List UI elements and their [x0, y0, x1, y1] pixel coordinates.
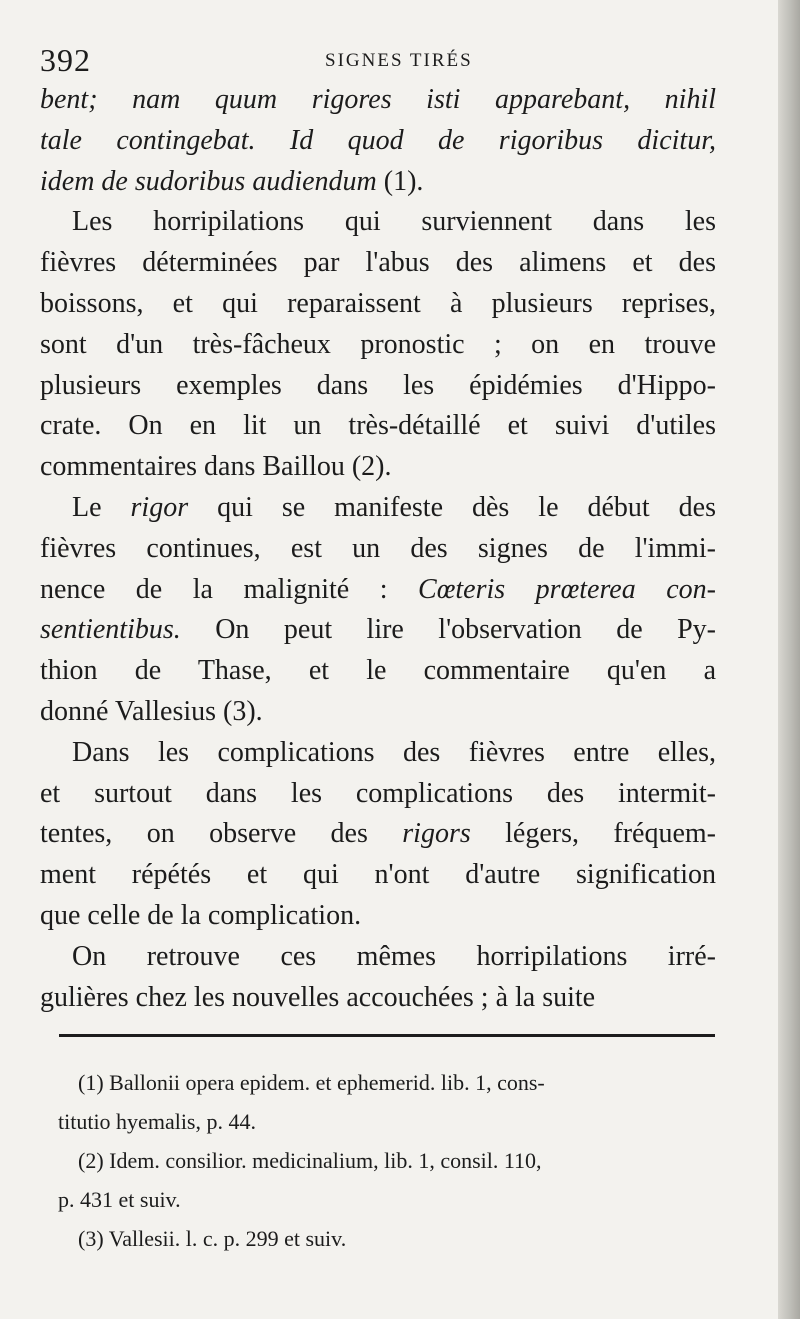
italic-text: idem de sudoribus audiendum [40, 165, 377, 197]
text-line [40, 651, 716, 692]
text-segment: crate. On en lit un très-détaillé et suivi d'utiles [40, 410, 716, 442]
text-line [40, 570, 716, 611]
text-line [40, 488, 716, 529]
italic-text: rigor [130, 491, 189, 523]
text-segment: sont d'un très-fâcheux pronostic ; on en trouve [40, 328, 716, 360]
footnotes [58, 1063, 728, 1258]
text-segment: boissons, et qui reparaissent à plusieurs reprises, [40, 287, 716, 319]
body-text [40, 80, 716, 1018]
footnote-line: titutio hyemalis, p. 44. [58, 1109, 256, 1134]
italic-text: rigors [402, 818, 471, 850]
page-edge [778, 0, 800, 1319]
text-segment: donné Vallesius (3). [40, 695, 263, 727]
text-segment: On peut lire l'observation de Py- [180, 614, 716, 646]
text-segment: plusieurs exemples dans les épidémies d'Hippo- [40, 369, 716, 401]
text-line [40, 937, 716, 978]
text-line [40, 529, 716, 570]
page-number: 392 [40, 42, 91, 78]
text-segment: commentaires dans Baillou (2). [40, 451, 392, 483]
text-line [40, 243, 716, 284]
italic-text: Cœteris prœterea con- [418, 573, 717, 605]
footnote-line: (2) Idem. consilior. medicinalium, lib. 1, consil. 110, [78, 1148, 542, 1173]
text-line [40, 733, 716, 774]
text-line [40, 855, 716, 896]
text-segment: gulières chez les nouvelles accouchées ; à la suite [40, 981, 596, 1013]
text-segment: nence de la malignité : [40, 573, 419, 605]
footnote-rule [59, 1034, 715, 1037]
italic-text: sentientibus. [40, 614, 181, 646]
italic-text: tale contingebat. Id quod de rigoribus dicitur, [40, 124, 716, 156]
text-segment: thion de Thase, et le commentaire qu'en a [40, 655, 716, 687]
paragraph [40, 80, 716, 202]
text-line [40, 325, 716, 366]
text-line [40, 80, 716, 121]
paragraph [40, 733, 716, 937]
text-line [40, 202, 716, 243]
text-segment: fièvres continues, est un des signes de l'immi- [40, 532, 716, 564]
text-segment: Dans les complications des fièvres entre elles, [72, 736, 716, 768]
text-segment: (1). [376, 165, 424, 197]
text-segment: légers, fréquem- [470, 818, 716, 850]
paragraph [40, 488, 716, 733]
text-line [40, 447, 716, 488]
footnote [58, 1219, 728, 1258]
footnote-line: p. 431 et suiv. [58, 1187, 181, 1212]
paragraph [40, 202, 716, 488]
text-segment: Les horripilations qui surviennent dans les [72, 206, 716, 238]
footnote [58, 1141, 728, 1219]
text-segment: tentes, on observe des [40, 818, 403, 850]
text-line [40, 366, 716, 407]
footnote-line: (3) Vallesii. l. c. p. 299 et suiv. [78, 1226, 347, 1251]
text-line [40, 774, 716, 815]
text-line [40, 692, 716, 733]
italic-text: bent; nam quum rigores isti apparebant, nihil [40, 84, 716, 115]
text-line [40, 162, 716, 203]
text-segment: On retrouve ces mêmes horripilations irré- [72, 940, 716, 972]
text-line [40, 978, 716, 1019]
text-line [40, 610, 716, 651]
text-line [40, 121, 716, 162]
text-segment: qui se manifeste dès le début des [188, 491, 716, 523]
text-line [40, 814, 716, 855]
running-head: SIGNES TIRÉS [325, 50, 473, 71]
text-segment: fièvres déterminées par l'abus des alimens et des [40, 247, 716, 279]
text-segment: ment répétés et qui n'ont d'autre signification [40, 859, 716, 891]
text-segment: et surtout dans les complications des intermit- [40, 777, 716, 809]
paragraph [40, 937, 716, 1019]
text-segment: que celle de la complication. [40, 899, 362, 931]
text-line [40, 284, 716, 325]
text-segment: Le [72, 491, 131, 523]
footnote-line: (1) Ballonii opera epidem. et ephemerid. lib. 1, cons- [78, 1070, 545, 1095]
text-line [40, 406, 716, 447]
footnote [58, 1063, 728, 1141]
page-header [40, 42, 740, 82]
text-line [40, 896, 716, 937]
